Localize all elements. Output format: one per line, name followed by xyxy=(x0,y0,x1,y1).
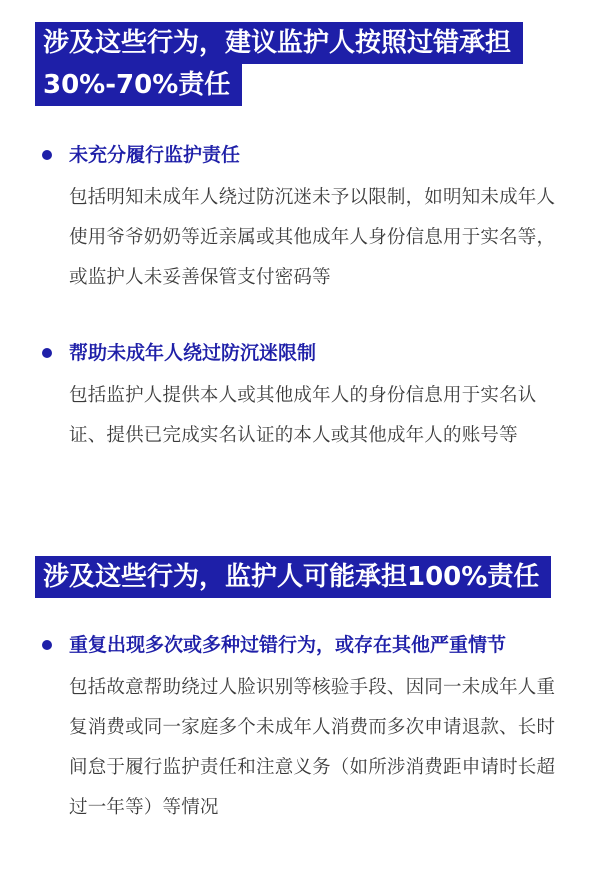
section1-banner-line1: 涉及这些行为，建议监护人按照过错承担 xyxy=(35,22,523,64)
list-item xyxy=(42,140,582,298)
bullet-dot-icon xyxy=(42,348,52,358)
list-item xyxy=(42,630,582,828)
item-body: 包括故意帮助绕过人脸识别等核验手段、因同一未成年人重复消费或同一家庭多个未成年人消费而多次申请退款、长时间怠于履行监护责任和注意义务（如所涉消费距申请时长超过一年等）等情况 xyxy=(69,677,556,818)
item-body: 包括监护人提供本人或其他成年人的身份信息用于实名认证、提供已完成实名认证的本人或其他成年人的账号等 xyxy=(69,385,537,446)
item-title: 帮助未成年人绕过防沉迷限制 xyxy=(69,342,317,364)
section2-banner: 涉及这些行为，监护人可能承担100%责任 xyxy=(35,556,551,598)
bullet-dot-icon xyxy=(42,150,52,160)
bullet-dot-icon xyxy=(42,640,52,650)
section1-banner-line2: 30%-70%责任 xyxy=(35,64,242,106)
item-title: 重复出现多次或多种过错行为，或存在其他严重情节 xyxy=(69,634,507,656)
item-title: 未充分履行监护责任 xyxy=(69,144,241,166)
item-body: 包括明知未成年人绕过防沉迷未予以限制，如明知未成年人使用爷爷奶奶等近亲属或其他成年人身份信息用于实名等，或监护人未妥善保管支付密码等 xyxy=(69,187,556,288)
list-item xyxy=(42,338,582,456)
